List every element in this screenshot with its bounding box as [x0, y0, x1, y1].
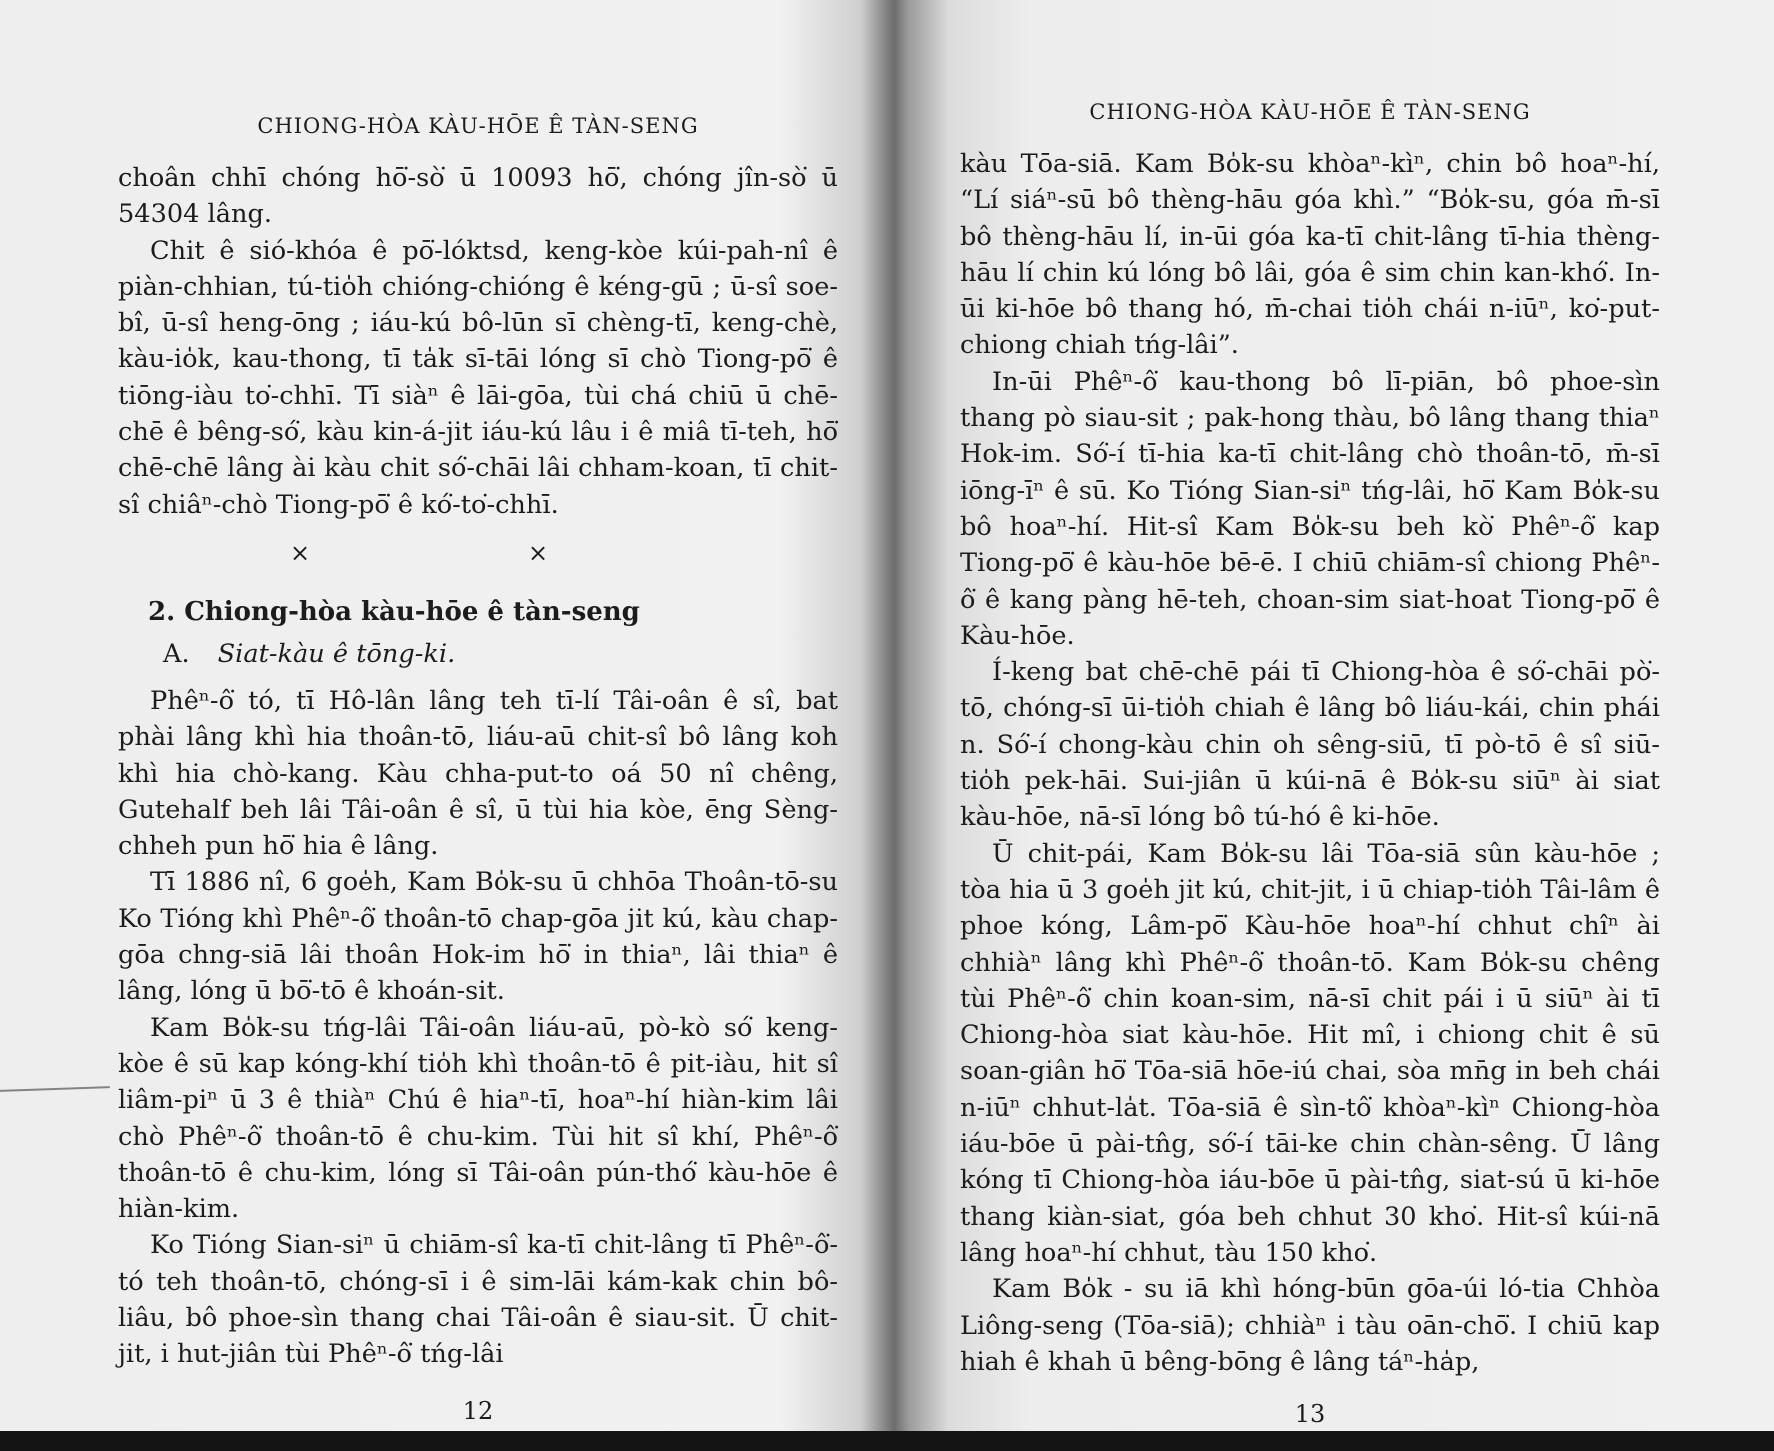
subheading-text: Siat-kàu ê tōng-ki. [217, 638, 456, 669]
paragraph: In-ūi Phêⁿ-ô͘ kau-thong bô lī-piān, bô phoe-sìn thang pò siau-sit ; pak-hong thàu, bô lâng thang thiaⁿ Hok-im. Só͘-í tī-hia ka-tī chit-lâng chò thoân-tō, m̄-sī iōng-īⁿ ê sū. Ko Tióng Sian-siⁿ tńg-lâi, hō͘ Kam Bo̍k-su bô hoaⁿ-hí. Hit-sî Kam Bo̍k-su beh kò͘ Phêⁿ-ô͘ kap Tiong-pō͘ ê kàu-hōe bē-ē. I chiū chiām-sî chiong Phêⁿ-ô͘ ê kang pàng hē-teh, choan-sim siat-hoat Tiong-pō͘ ê Kàu-hōe. [960, 366, 1660, 651]
paragraph: Phêⁿ-ô͘ tó, tī Hô-lân lâng teh tī-lí Tâi-oân ê sî, bat phài lâng khì hia thoân-tō, liáu-aū chit-sî bô lâng koh khì hia chò-kang. Kàu chha-put-to oá 50 nî chêng, Gutehalf beh lâi Tâi-oân ê sî, ū tùi hia kòe, ēng Sèng-chheh pun hō͘ hia ê lâng. [118, 685, 838, 862]
paragraph: Ū chit-pái, Kam Bo̍k-su lâi Tōa-siā sûn kàu-hōe ; tòa hia ū 3 goe̍h jit kú, chit-jit, i ū chiap-tio̍h Tâi-lâm ê phoe kóng, Lâm-pō͘ Kàu-hōe hoaⁿ-hí chhut chîⁿ ài chhiàⁿ lâng khì Phêⁿ-ô͘ thoân-tō. Kam Bo̍k-su chêng tùi Phêⁿ-ô͘ chin koan-sim, nā-sī chit pái i ū siūⁿ ài tī Chiong-hòa siat kàu-hōe. Hit mî, i chiong chit ê sū soan-giân hō͘ Tōa-siā hōe-iú chai, sòa mn̄g in beh chái n-iūⁿ chhut-la̍t. Tōa-siā ê sìn-tô͘ khòaⁿ-kìⁿ Chiong-hòa iáu-bōe ū pài-tn̂g, só͘-í tāi-ke chin chàn-sêng. Ū lâng kóng tī Chiong-hòa iáu-bōe ū pài-tn̂g, siat-sú ū ki-hōe thang kiàn-siat, góa beh chhut 30 kho͘. Hit-sî kúi-nā lâng hoaⁿ-hí chhut, tàu 150 kho͘. [960, 838, 1660, 1268]
paragraph: choân chhī chóng hō͘-sò͘ ū 10093 hō͘, chóng jîn-sò͘ ū 54304 lâng. [118, 163, 838, 230]
paragraph: Í-keng bat chē-chē pái tī Chiong-hòa ê só͘-chāi pò͘-tō, chóng-sī ūi-tio̍h chiah ê lâng bô liáu-kái, chin phái n. Só͘-í chong-kàu chin oh sêng-siū, tī pò-tō ê sî siū-tio̍h pek-hāi. Sui-jiân ū kúi-nā ê Bo̍k-su siūⁿ ài siat kàu-hōe, nā-sī lóng bô tú-hó ê ki-hōe. [960, 657, 1660, 833]
left-body-top [118, 160, 838, 523]
scan-bottom-edge [0, 1431, 1774, 1451]
paragraph: Kam Bo̍k - su iā khì hóng-būn gōa-úi ló-tia Chhòa Liông-seng (Tōa-siā); chhiàⁿ i tàu oān-chō͘. I chiū kap hiah ê khah ū bêng-bōng ê lâng táⁿ-ha̍p, [960, 1274, 1660, 1377]
page-number: 13 [1294, 1400, 1326, 1429]
right-page [960, 100, 1660, 1428]
paragraph: kàu Tōa-siā. Kam Bo̍k-su khòaⁿ-kìⁿ, chin bô hoaⁿ-hí, “Lí siáⁿ-sū bô thèng-hāu góa khì.” “Bo̍k-su, góa m̄-sī bô thèng-hāu lí, in-ūi góa ka-tī chit-lâng tī-hia thèng-hāu lí chin kú lóng bô lâi, góa ê sim chin kan-khó͘. In-ūi ki-hōe bô thang hó, m̄-chai tio̍h chái n-iūⁿ, ko͘-put-chiong chiah tńg-lâi”. [960, 149, 1660, 361]
left-page [118, 100, 838, 1425]
paragraph: Kam Bo̍k-su tńg-lâi Tâi-oân liáu-aū, pò-kò só͘ keng-kòe ê sū kap kóng-khí tio̍h khì thoân-tō ê pit-iàu, hit sî liâm-piⁿ ū 3 ê thiàⁿ Chú ê hiaⁿ-tī, hoaⁿ-hí hiàn-kim lâi chò Phêⁿ-ô͘ thoân-tō ê chu-kim. Tùi hit sî khí, Phêⁿ-ô͘ thoân-tō ê chu-kim, lóng sī Tâi-oân pún-thó͘ kàu-hōe ê hiàn-kim. [118, 1012, 838, 1225]
right-running-head: CHIONG-HÒA KÀU-HŌE Ê TÀN-SENG [1089, 100, 1531, 124]
left-body-bottom [118, 683, 838, 1373]
separator-mark: × [528, 538, 549, 567]
paragraph: Tī 1886 nî, 6 goe̍h, Kam Bo̍k-su ū chhōa Thoân-tō-su Ko Tióng khì Phêⁿ-ô͘ thoân-tō chap-gōa jit kú, kàu chap-gōa chng-siā lâi thoân Hok-im hō͘ in thiaⁿ, lâi thiaⁿ ê lâng, lóng ū bō͘-tō ê khoán-sit. [118, 867, 838, 1007]
subheading [163, 639, 838, 669]
right-body [960, 146, 1660, 1380]
left-running-head: CHIONG-HÒA KÀU-HŌE Ê TÀN-SENG [257, 114, 699, 138]
page-tear-mark [0, 1086, 110, 1098]
page-number: 12 [462, 1396, 494, 1425]
section-heading: 2. Chiong-hòa kàu-hōe ê tàn-seng [148, 596, 640, 627]
paragraph: Chit ê sió-khóa ê pō͘-lóktsd, keng-kòe kúi-pah-nî ê piàn-chhian, tú-tio̍h chióng-chióng ê kéng-gū ; ū-sî soe-bî, ū-sî heng-ōng ; iáu-kú bô-lūn sī chèng-tī, keng-chè, kàu-io̍k, kau-thong, tī ta̍k sī-tāi lóng sī chò Tiong-pō͘ ê tiōng-iàu to͘-chhī. Tī siàⁿ ê lāi-gōa, tùi chá chiū ū chē-chē ê bêng-só͘, kàu kin-á-jit iáu-kú lâu i ê miâ tī-teh, hō͘ chē-chē lâng ài kàu chit só͘-chāi lâi chham-koan, tī chit-sî chiâⁿ-chò Tiong-pō͘ ê kó͘-to͘-chhī. [118, 235, 838, 520]
subheading-label: A. [163, 638, 190, 669]
paragraph: Ko Tióng Sian-siⁿ ū chiām-sî ka-tī chit-lâng tī Phêⁿ-ô͘-tó teh thoân-tō, chóng-sī i ê sim-lāi kám-kak chin bô-liâu, bô phoe-sìn thang chai Tâi-oân ê siau-sit. Ū chit-jit, i hut-jiân tùi Phêⁿ-ô͘ tńg-lâi [118, 1230, 838, 1370]
separator-mark: × [290, 538, 311, 567]
section-separator [118, 523, 838, 583]
